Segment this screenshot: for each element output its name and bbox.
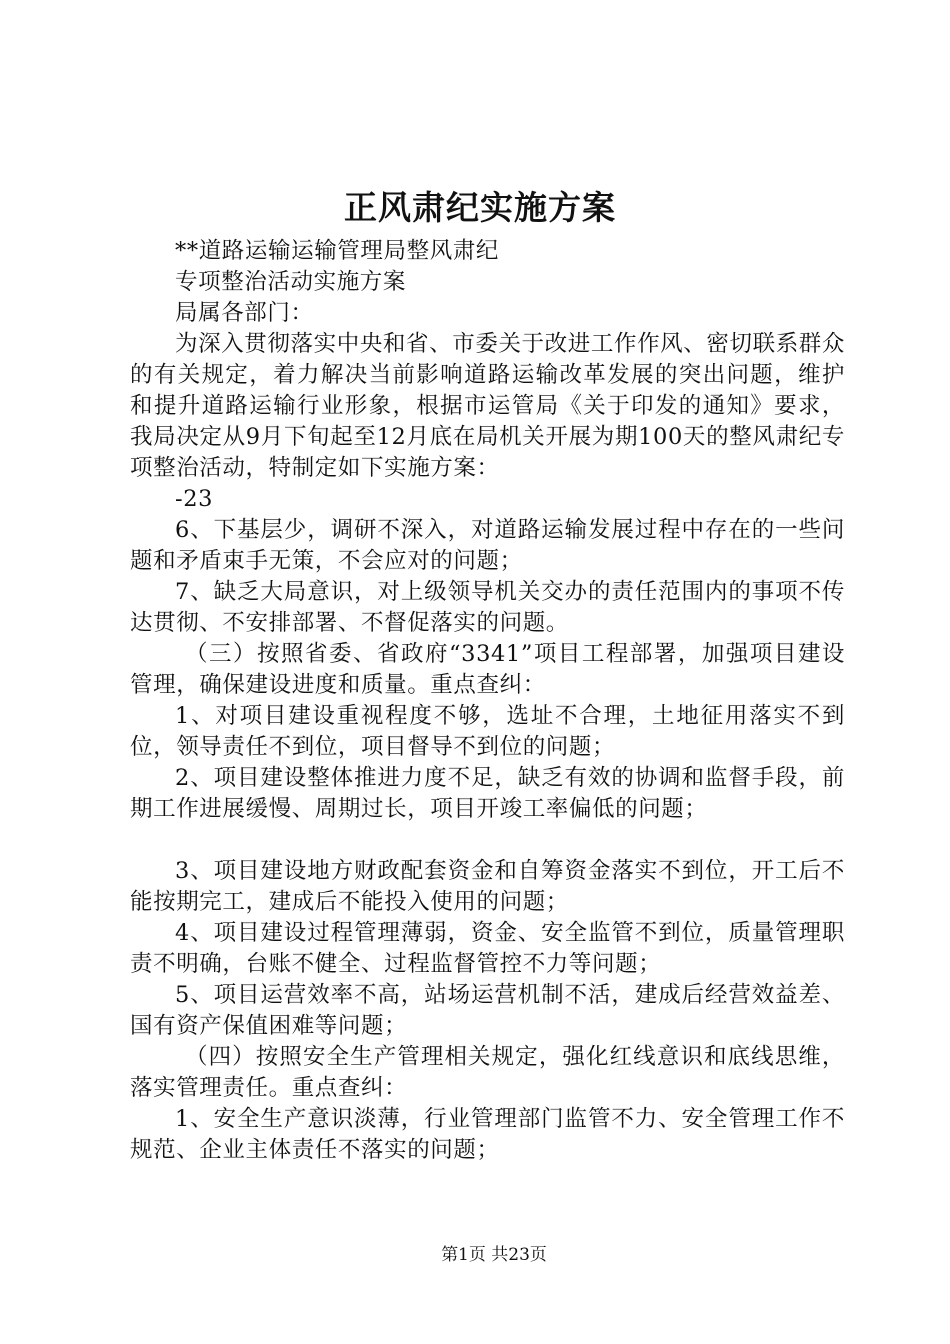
section-3-item-2: 2、项目建设整体推进力度不足，缺乏有效的协调和监督手段，前期工作进展缓慢、周期过长，项目开竣工率偏低的问题； xyxy=(130,765,845,822)
item-7: 7、缺乏大局意识，对上级领导机关交办的责任范围内的事项不传达贯彻、不安排部署、不督促落实的问题。 xyxy=(130,579,845,636)
section-3-item-3: 3、项目建设地方财政配套资金和自筹资金落实不到位，开工后不能按期完工，建成后不能投入使用的问题； xyxy=(130,858,845,915)
section-3-heading: （三）按照省委、省政府“3341”项目工程部署，加强项目建设管理，确保建设进度和质量。重点查纠： xyxy=(130,641,845,698)
page-marker: -23 xyxy=(175,486,214,512)
header-line-plan: 专项整治活动实施方案 xyxy=(175,269,407,295)
section-3-item-1: 1、对项目建设重视程度不够，选址不合理，土地征用落实不到位，领导责任不到位，项目督导不到位的问题； xyxy=(130,703,845,760)
page-footer: 第1页 共23页 xyxy=(441,1245,547,1265)
section-4-item-1: 1、安全生产意识淡薄，行业管理部门监管不力、安全管理工作不规范、企业主体责任不落实的问题； xyxy=(130,1106,845,1163)
document-title: 正风肃纪实施方案 xyxy=(344,188,616,227)
intro-paragraph: 为深入贯彻落实中央和省、市委关于改进工作作风、密切联系群众的有关规定，着力解决当前影响道路运输改革发展的突出问题，维护和提升道路运输行业形象，根据市运管局《关于印发的通知》要求，我局决定从9月下旬起至12月底在局机关开展为期100天的整风肃纪专项整治活动，特制定如下实施方案： xyxy=(130,331,845,481)
document-body xyxy=(130,236,845,1166)
salutation: 局属各部门： xyxy=(175,300,314,326)
section-4-heading: （四）按照安全生产管理相关规定，强化红线意识和底线思维，落实管理责任。重点查纠： xyxy=(130,1044,845,1101)
section-3-item-5: 5、项目运营效率不高，站场运营机制不活，建成后经营效益差、国有资产保值困难等问题； xyxy=(130,982,845,1039)
item-6: 6、下基层少，调研不深入，对道路运输发展过程中存在的一些问题和矛盾束手无策，不会应对的问题； xyxy=(130,517,845,574)
section-3-item-4: 4、项目建设过程管理薄弱，资金、安全监管不到位，质量管理职责不明确，台账不健全、过程监督管控不力等问题； xyxy=(130,920,845,977)
header-line-bureau: **道路运输运输管理局整风肃纪 xyxy=(175,238,500,264)
